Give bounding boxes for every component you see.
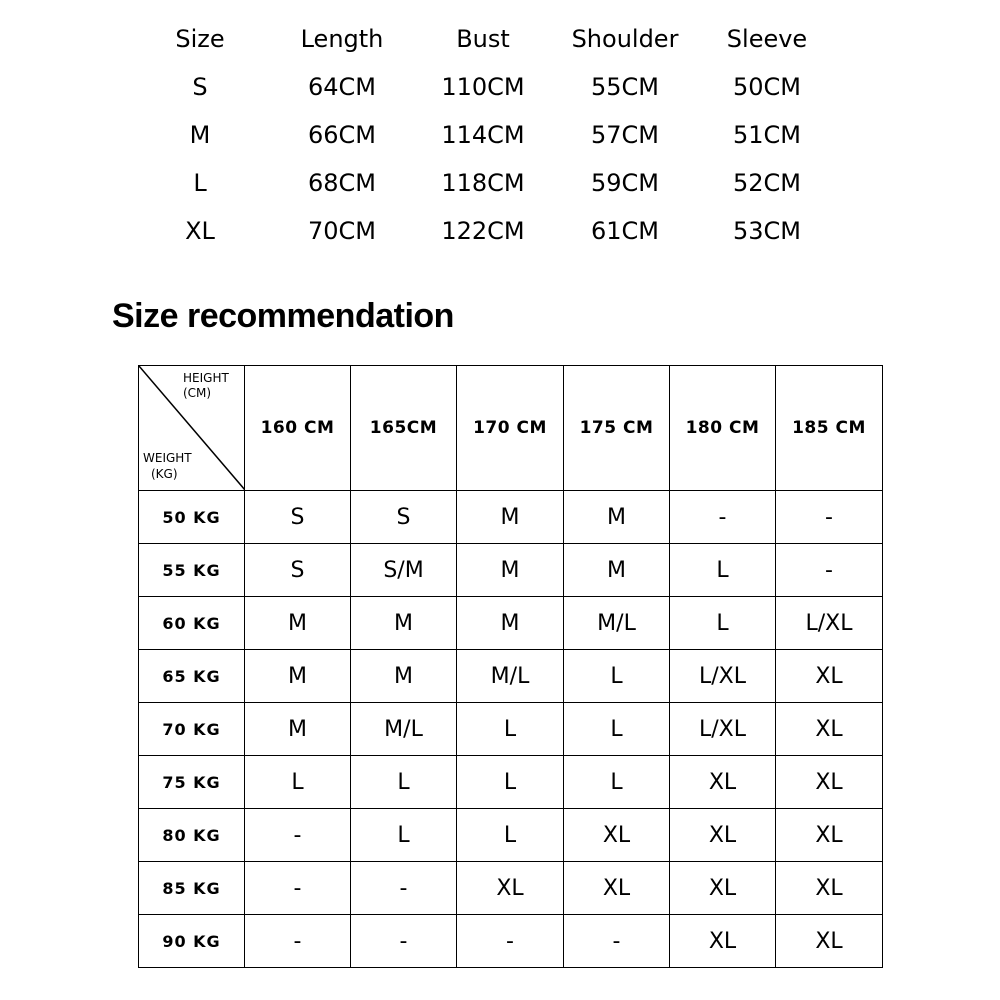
size-cell: - bbox=[351, 915, 457, 968]
weight-row bbox=[139, 597, 883, 650]
size-cell: - bbox=[351, 862, 457, 915]
height-column-header: 175 CM bbox=[564, 366, 670, 491]
header-sleeve: Sleeve bbox=[726, 25, 808, 53]
height-label: HEIGHT bbox=[183, 371, 229, 385]
size-cell: L/XL bbox=[776, 597, 883, 650]
weight-row-header: 90 KG bbox=[139, 915, 245, 968]
size-cell: M bbox=[457, 544, 564, 597]
size-cell: XL bbox=[776, 809, 883, 862]
length-cell: 64CM bbox=[307, 73, 377, 101]
height-axis-label bbox=[183, 371, 229, 401]
size-cell: XL bbox=[776, 756, 883, 809]
size-cell: M/L bbox=[351, 703, 457, 756]
weight-row-header: 60 KG bbox=[139, 597, 245, 650]
height-column-header: 160 CM bbox=[245, 366, 351, 491]
size-cell: - bbox=[776, 491, 883, 544]
size-cell: L bbox=[457, 756, 564, 809]
size-cell: L bbox=[351, 809, 457, 862]
size-cell: - bbox=[245, 915, 351, 968]
height-column-header: 170 CM bbox=[457, 366, 564, 491]
weight-row bbox=[139, 862, 883, 915]
size-cell: L bbox=[457, 703, 564, 756]
height-column-header: 185 CM bbox=[776, 366, 883, 491]
size-cell: S/M bbox=[351, 544, 457, 597]
size-recommendation-table bbox=[138, 365, 883, 968]
sleeve-cell: 52CM bbox=[732, 169, 802, 197]
size-cell: XL bbox=[670, 862, 776, 915]
measurement-row bbox=[0, 67, 1000, 107]
size-cell: M bbox=[245, 650, 351, 703]
bust-cell: 114CM bbox=[441, 121, 525, 149]
shoulder-cell: 57CM bbox=[590, 121, 660, 149]
weight-axis-label bbox=[143, 450, 192, 482]
weight-row-header: 70 KG bbox=[139, 703, 245, 756]
shoulder-cell: 59CM bbox=[590, 169, 660, 197]
weight-row bbox=[139, 809, 883, 862]
size-cell: XL bbox=[670, 915, 776, 968]
size-cell: L/XL bbox=[670, 703, 776, 756]
weight-unit: (KG) bbox=[151, 467, 178, 481]
size-cell: L bbox=[564, 756, 670, 809]
weight-row bbox=[139, 756, 883, 809]
weight-row-header: 85 KG bbox=[139, 862, 245, 915]
size-cell: XL bbox=[776, 862, 883, 915]
size-cell: XL bbox=[670, 756, 776, 809]
size-cell: XL bbox=[185, 217, 215, 245]
size-cell: M bbox=[564, 544, 670, 597]
bust-cell: 118CM bbox=[441, 169, 525, 197]
size-cell: XL bbox=[564, 809, 670, 862]
size-cell: - bbox=[457, 915, 564, 968]
size-cell: - bbox=[670, 491, 776, 544]
measurement-header-row bbox=[0, 19, 1000, 59]
size-cell: M bbox=[564, 491, 670, 544]
measurement-row bbox=[0, 115, 1000, 155]
size-cell: S bbox=[245, 491, 351, 544]
height-unit: (CM) bbox=[183, 386, 212, 400]
header-size: Size bbox=[175, 25, 225, 53]
bust-cell: 122CM bbox=[441, 217, 525, 245]
size-cell: - bbox=[245, 862, 351, 915]
measurement-row bbox=[0, 163, 1000, 203]
header-bust: Bust bbox=[456, 25, 510, 53]
size-cell: XL bbox=[776, 915, 883, 968]
sleeve-cell: 50CM bbox=[732, 73, 802, 101]
header-shoulder: Shoulder bbox=[571, 25, 679, 53]
size-cell: L/XL bbox=[670, 650, 776, 703]
size-cell: - bbox=[564, 915, 670, 968]
size-cell: L bbox=[457, 809, 564, 862]
size-cell: M/L bbox=[457, 650, 564, 703]
weight-row-header: 50 KG bbox=[139, 491, 245, 544]
length-cell: 66CM bbox=[307, 121, 377, 149]
size-cell: L bbox=[670, 597, 776, 650]
shoulder-cell: 61CM bbox=[590, 217, 660, 245]
bust-cell: 110CM bbox=[441, 73, 525, 101]
header-length: Length bbox=[300, 25, 384, 53]
size-cell: M bbox=[351, 650, 457, 703]
size-cell: L bbox=[351, 756, 457, 809]
size-recommendation-title: Size recommendation bbox=[112, 297, 454, 335]
measurement-row bbox=[0, 211, 1000, 251]
weight-row bbox=[139, 544, 883, 597]
sleeve-cell: 51CM bbox=[732, 121, 802, 149]
size-cell: M bbox=[351, 597, 457, 650]
sleeve-cell: 53CM bbox=[732, 217, 802, 245]
height-column-header: 180 CM bbox=[670, 366, 776, 491]
weight-row bbox=[139, 650, 883, 703]
size-cell: - bbox=[245, 809, 351, 862]
weight-row-header: 65 KG bbox=[139, 650, 245, 703]
size-cell: XL bbox=[776, 703, 883, 756]
size-cell: XL bbox=[457, 862, 564, 915]
size-cell: L bbox=[670, 544, 776, 597]
size-cell: XL bbox=[776, 650, 883, 703]
weight-row-header: 75 KG bbox=[139, 756, 245, 809]
length-cell: 70CM bbox=[307, 217, 377, 245]
size-cell: XL bbox=[670, 809, 776, 862]
shoulder-cell: 55CM bbox=[590, 73, 660, 101]
size-cell: M/L bbox=[564, 597, 670, 650]
weight-row-header: 80 KG bbox=[139, 809, 245, 862]
size-cell: XL bbox=[564, 862, 670, 915]
corner-cell bbox=[139, 366, 245, 491]
weight-label: WEIGHT bbox=[143, 451, 192, 465]
size-cell: S bbox=[192, 73, 208, 101]
weight-row-header: 55 KG bbox=[139, 544, 245, 597]
size-cell: S bbox=[351, 491, 457, 544]
size-cell: L bbox=[564, 650, 670, 703]
size-cell: M bbox=[245, 597, 351, 650]
size-cell: M bbox=[457, 491, 564, 544]
length-cell: 68CM bbox=[307, 169, 377, 197]
size-cell: L bbox=[564, 703, 670, 756]
size-cell: - bbox=[776, 544, 883, 597]
size-cell: M bbox=[457, 597, 564, 650]
height-header-row bbox=[139, 366, 883, 491]
weight-row bbox=[139, 491, 883, 544]
size-cell: M bbox=[189, 121, 211, 149]
height-column-header: 165CM bbox=[351, 366, 457, 491]
weight-row bbox=[139, 915, 883, 968]
size-cell: M bbox=[245, 703, 351, 756]
size-cell: S bbox=[245, 544, 351, 597]
size-cell: L bbox=[193, 169, 207, 197]
weight-row bbox=[139, 703, 883, 756]
size-cell: L bbox=[245, 756, 351, 809]
